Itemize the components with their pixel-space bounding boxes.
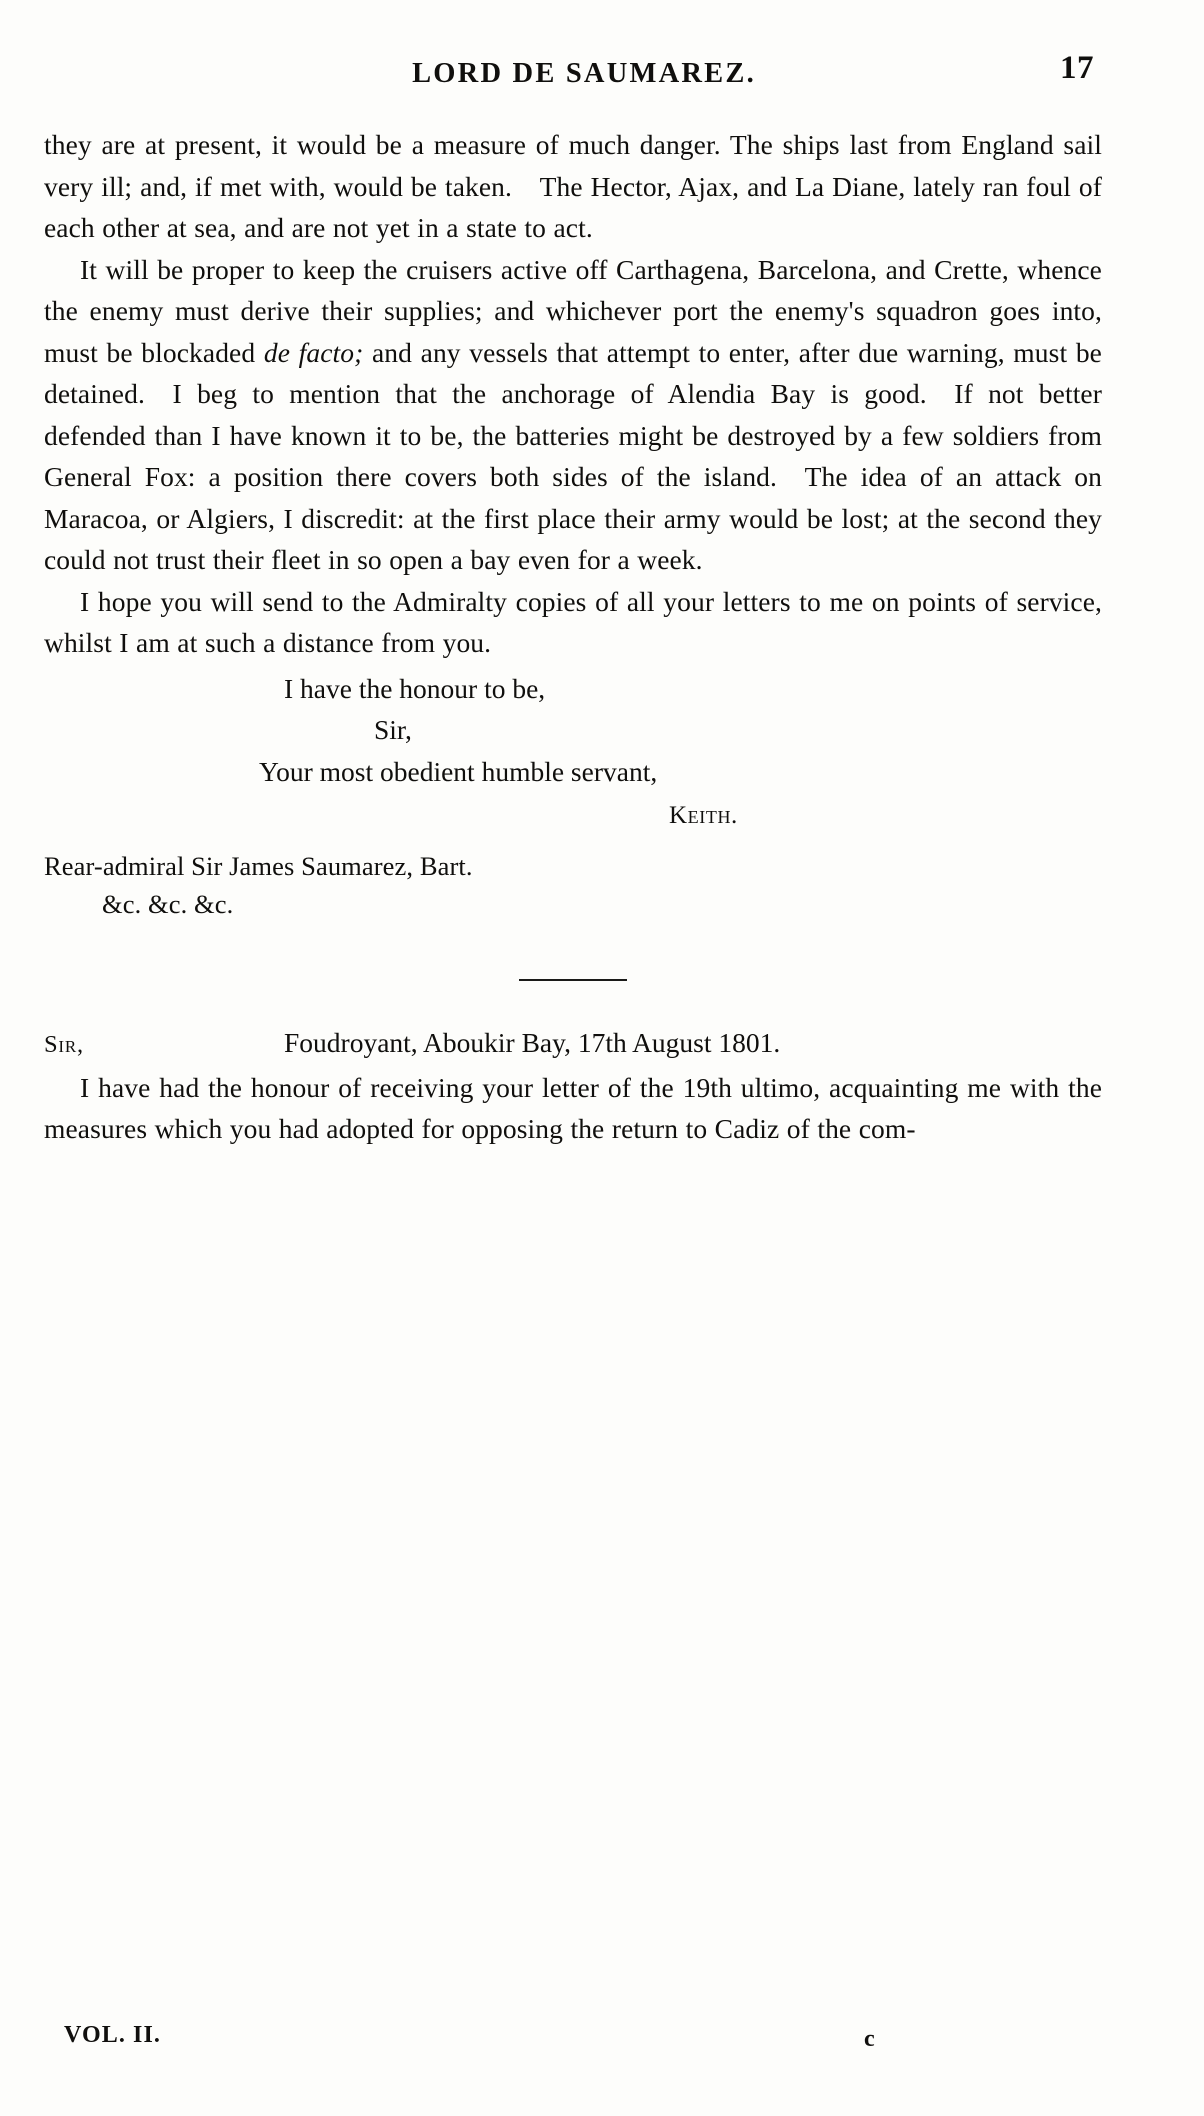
paragraph-3: I hope you will send to the Admiralty copies of all your letters to me on points of service, whilst I am at such a distance from you. xyxy=(44,585,1102,658)
closing-line-3: Your most obedient humble servant, xyxy=(259,755,658,787)
closing-block xyxy=(44,668,1102,837)
divider-rule xyxy=(519,979,627,981)
closing-line-1: I have the honour to be, xyxy=(284,672,546,704)
closing-line-2: Sir, xyxy=(374,714,412,745)
salutation: Sir, xyxy=(44,1030,84,1058)
signature: Keith. xyxy=(669,802,738,829)
letter-two-paragraph: I have had the honour of receiving your letter of the 19th ultimo, acquainting me with the measures which you had adopted for opposing the return to Cadiz of the com- xyxy=(44,1071,1102,1144)
page-title: LORD DE SAUMAREZ. xyxy=(412,58,756,89)
running-head xyxy=(48,50,1118,112)
page-number: 17 xyxy=(1060,50,1094,86)
page-footer xyxy=(44,2022,1178,2062)
page-content xyxy=(28,50,1128,1150)
volume-mark: VOL. II. xyxy=(64,2022,162,2048)
body-text xyxy=(28,124,1128,1150)
paragraph-2-italic: de facto; xyxy=(263,336,364,368)
letter-two xyxy=(44,1025,1102,1150)
addressee-block xyxy=(44,847,1102,923)
paragraph-2 xyxy=(44,249,1102,581)
dateline xyxy=(44,1025,1102,1067)
section-divider xyxy=(44,971,1102,1001)
paragraph-2-part-a: It will be proper to keep the cruisers active off Carthagena, Barcelona, and Crette, whence the enemy must derive their supplies; and whichever port the enemy's squadron goes into, must be blockaded xyxy=(44,253,1102,368)
signature-mark: c xyxy=(864,2026,875,2052)
paragraph-1: they are at present, it would be a measure of much danger. The ships last from England sail very ill; and, if met with, would be taken. The Hector, Ajax, and La Diane, lately ran foul of each other at sea, and are not yet in a state to act. xyxy=(44,129,1102,243)
paragraph-2-part-b: and any vessels that attempt to enter, after due warning, must be detained. I beg to mention that the anchorage of Alendia Bay is good. If not better defended than I have known it to be, the batteries might be destroyed by a few soldiers from General Fox: a position there covers both sides of the island. The idea of an attack on Maracoa, or Algiers, I discredit: at the first place their army would be lost; at the second they could not trust their fleet in so open a bay even for a week. xyxy=(44,336,1102,575)
place-and-date: Foudroyant, Aboukir Bay, 17th August 1801. xyxy=(284,1026,781,1058)
addressee-line-2: &c. &c. &c. xyxy=(102,888,234,919)
addressee-line-1: Rear-admiral Sir James Saumarez, Bart. xyxy=(44,850,473,881)
